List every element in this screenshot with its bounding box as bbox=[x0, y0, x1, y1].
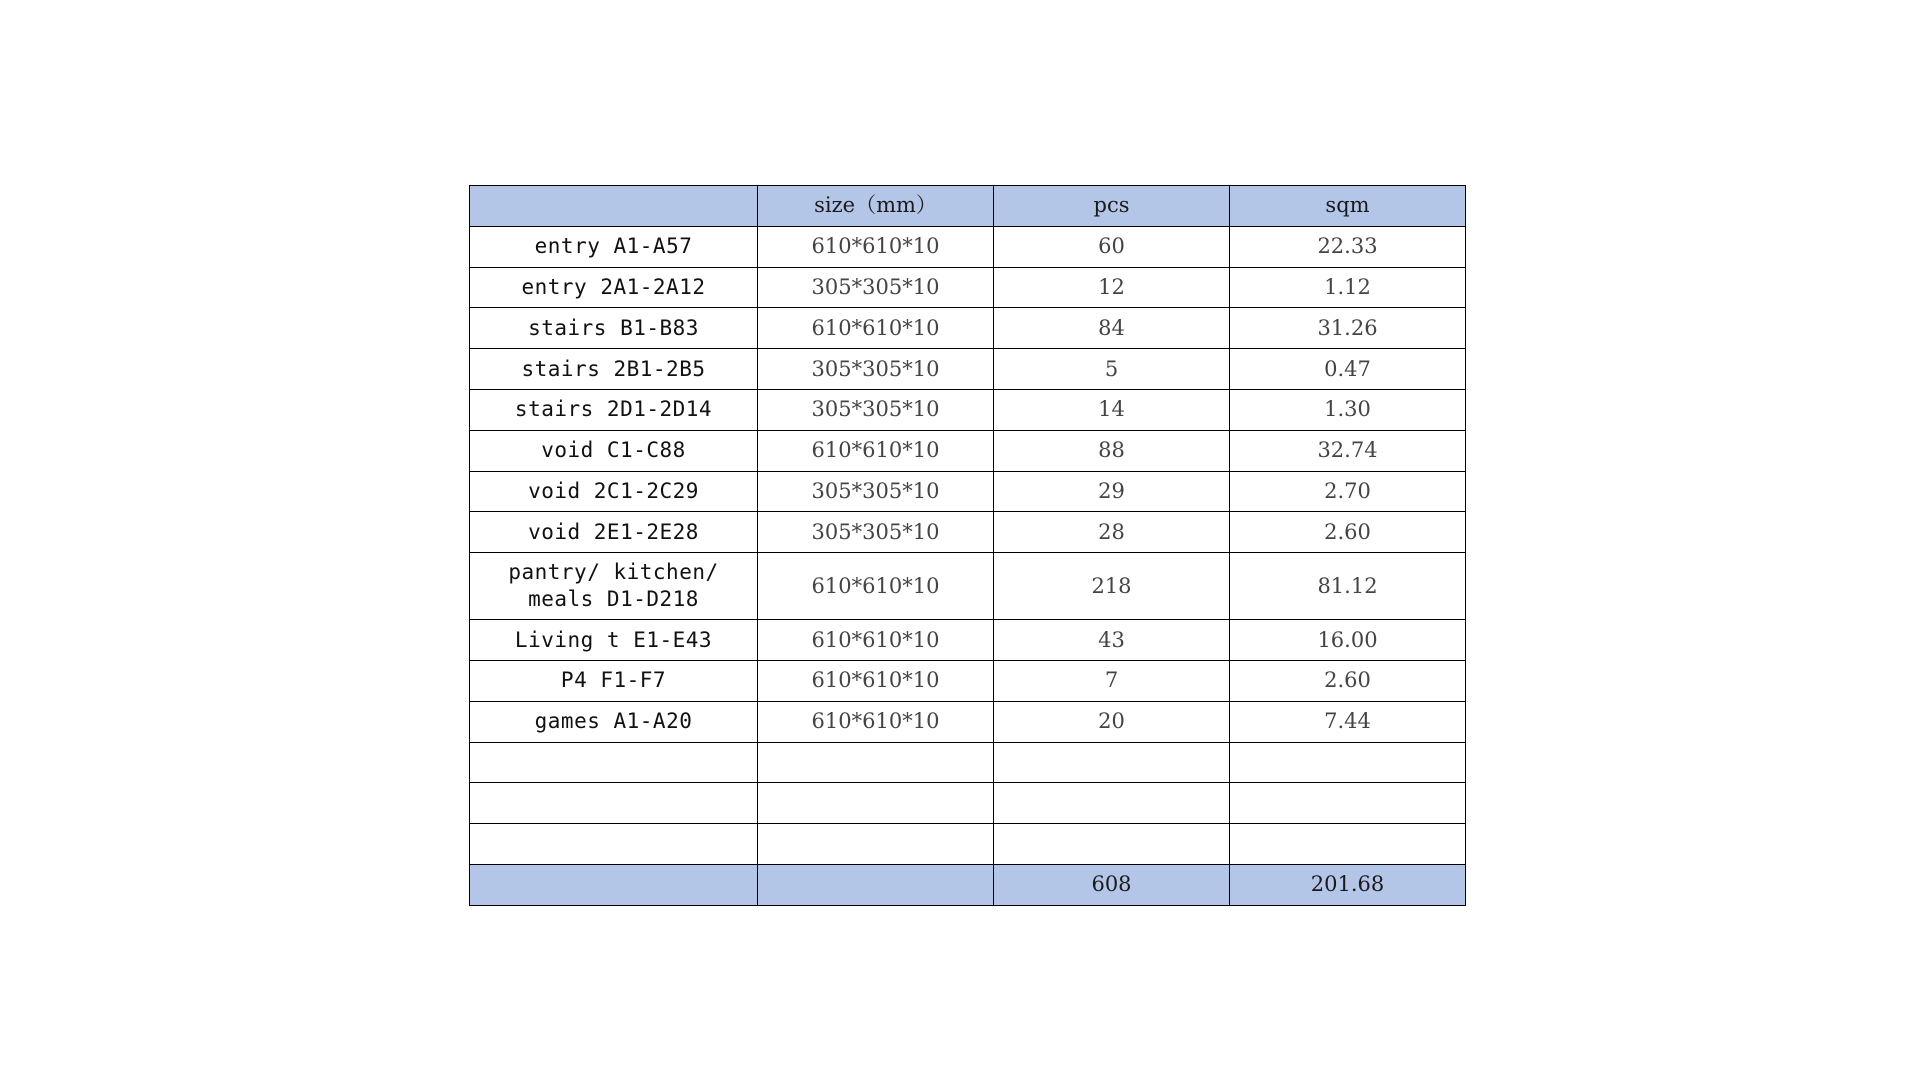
row-size-cell: 305*305*10 bbox=[758, 267, 994, 308]
tile-quantity-table bbox=[469, 185, 1466, 906]
row-size-cell: 610*610*10 bbox=[758, 660, 994, 701]
header-cell-name bbox=[470, 186, 758, 227]
row-pcs-cell: 5 bbox=[994, 349, 1230, 390]
row-name-cell: pantry/ kitchen/ meals D1-D218 bbox=[470, 553, 758, 620]
empty-table-row bbox=[470, 824, 1466, 865]
row-size-cell: 305*305*10 bbox=[758, 512, 994, 553]
total-sqm-cell: 201.68 bbox=[1230, 864, 1466, 905]
row-size-cell: 610*610*10 bbox=[758, 308, 994, 349]
row-sqm-cell: 22.33 bbox=[1230, 226, 1466, 267]
row-sqm-cell: 1.30 bbox=[1230, 389, 1466, 430]
row-size-cell bbox=[758, 824, 994, 865]
table-row bbox=[470, 660, 1466, 701]
row-name-cell: stairs 2D1-2D14 bbox=[470, 389, 758, 430]
row-pcs-cell: 60 bbox=[994, 226, 1230, 267]
row-pcs-cell: 20 bbox=[994, 701, 1230, 742]
row-name-cell: entry 2A1-2A12 bbox=[470, 267, 758, 308]
row-name-cell: Living t E1-E43 bbox=[470, 620, 758, 661]
total-name-cell bbox=[470, 864, 758, 905]
table-row bbox=[470, 389, 1466, 430]
empty-table-row bbox=[470, 742, 1466, 783]
total-pcs-cell: 608 bbox=[994, 864, 1230, 905]
row-size-cell: 305*305*10 bbox=[758, 471, 994, 512]
row-sqm-cell: 2.60 bbox=[1230, 660, 1466, 701]
row-pcs-cell: 43 bbox=[994, 620, 1230, 661]
row-name-cell: stairs 2B1-2B5 bbox=[470, 349, 758, 390]
table-row bbox=[470, 349, 1466, 390]
table-row bbox=[470, 308, 1466, 349]
row-size-cell: 610*610*10 bbox=[758, 430, 994, 471]
row-name-cell: stairs B1-B83 bbox=[470, 308, 758, 349]
table-row bbox=[470, 267, 1466, 308]
header-cell-size: size（mm） bbox=[758, 186, 994, 227]
row-sqm-cell bbox=[1230, 742, 1466, 783]
row-name-cell: void 2E1-2E28 bbox=[470, 512, 758, 553]
row-sqm-cell: 2.60 bbox=[1230, 512, 1466, 553]
row-sqm-cell: 1.12 bbox=[1230, 267, 1466, 308]
row-size-cell: 610*610*10 bbox=[758, 620, 994, 661]
row-sqm-cell: 7.44 bbox=[1230, 701, 1466, 742]
table-row bbox=[470, 430, 1466, 471]
total-size-cell bbox=[758, 864, 994, 905]
row-sqm-cell: 2.70 bbox=[1230, 471, 1466, 512]
row-pcs-cell: 28 bbox=[994, 512, 1230, 553]
row-size-cell: 610*610*10 bbox=[758, 553, 994, 620]
row-name-cell bbox=[470, 742, 758, 783]
row-name-cell: entry A1-A57 bbox=[470, 226, 758, 267]
empty-table-row bbox=[470, 783, 1466, 824]
row-name-cell: void C1-C88 bbox=[470, 430, 758, 471]
row-sqm-cell: 81.12 bbox=[1230, 553, 1466, 620]
row-sqm-cell bbox=[1230, 783, 1466, 824]
table-row bbox=[470, 512, 1466, 553]
row-pcs-cell bbox=[994, 783, 1230, 824]
row-pcs-cell: 7 bbox=[994, 660, 1230, 701]
table-row bbox=[470, 553, 1466, 620]
row-size-cell: 305*305*10 bbox=[758, 389, 994, 430]
row-size-cell: 610*610*10 bbox=[758, 226, 994, 267]
row-pcs-cell: 29 bbox=[994, 471, 1230, 512]
row-sqm-cell: 32.74 bbox=[1230, 430, 1466, 471]
row-pcs-cell bbox=[994, 824, 1230, 865]
table-row bbox=[470, 620, 1466, 661]
row-sqm-cell: 0.47 bbox=[1230, 349, 1466, 390]
table-row bbox=[470, 226, 1466, 267]
header-cell-sqm: sqm bbox=[1230, 186, 1466, 227]
table-row bbox=[470, 701, 1466, 742]
row-name-cell bbox=[470, 824, 758, 865]
row-sqm-cell: 31.26 bbox=[1230, 308, 1466, 349]
row-size-cell bbox=[758, 783, 994, 824]
row-pcs-cell bbox=[994, 742, 1230, 783]
row-pcs-cell: 14 bbox=[994, 389, 1230, 430]
total-row bbox=[470, 864, 1466, 905]
row-pcs-cell: 12 bbox=[994, 267, 1230, 308]
row-name-cell: void 2C1-2C29 bbox=[470, 471, 758, 512]
row-pcs-cell: 88 bbox=[994, 430, 1230, 471]
row-pcs-cell: 84 bbox=[994, 308, 1230, 349]
header-cell-pcs: pcs bbox=[994, 186, 1230, 227]
row-size-cell: 305*305*10 bbox=[758, 349, 994, 390]
header-row bbox=[470, 186, 1466, 227]
row-size-cell: 610*610*10 bbox=[758, 701, 994, 742]
table-row bbox=[470, 471, 1466, 512]
row-size-cell bbox=[758, 742, 994, 783]
row-name-cell: P4 F1-F7 bbox=[470, 660, 758, 701]
row-name-cell bbox=[470, 783, 758, 824]
row-name-cell: games A1-A20 bbox=[470, 701, 758, 742]
row-pcs-cell: 218 bbox=[994, 553, 1230, 620]
row-sqm-cell bbox=[1230, 824, 1466, 865]
row-sqm-cell: 16.00 bbox=[1230, 620, 1466, 661]
